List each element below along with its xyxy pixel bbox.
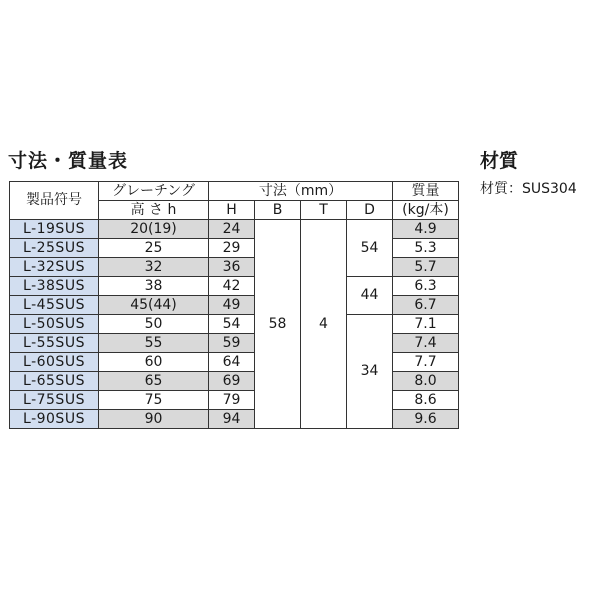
cell-height: 50	[99, 315, 209, 334]
header-mass-unit: (kg/本)	[393, 201, 459, 220]
cell-mass: 7.7	[393, 353, 459, 372]
header-H: H	[209, 201, 255, 220]
cell-T: 4	[301, 220, 347, 429]
cell-mass: 8.6	[393, 391, 459, 410]
cell-code: L-38SUS	[10, 277, 99, 296]
cell-height: 38	[99, 277, 209, 296]
cell-mass: 6.3	[393, 277, 459, 296]
page-title: 寸法・質量表	[8, 150, 129, 172]
cell-mass: 4.9	[393, 220, 459, 239]
cell-code: L-65SUS	[10, 372, 99, 391]
header-dimensions: 寸法（mm）	[209, 182, 393, 201]
cell-code: L-60SUS	[10, 353, 99, 372]
material-title: 材質	[480, 150, 519, 172]
spec-table	[9, 181, 459, 429]
cell-H: 59	[209, 334, 255, 353]
cell-height: 32	[99, 258, 209, 277]
header-code: 製品符号	[10, 182, 99, 220]
cell-height: 90	[99, 410, 209, 429]
header-mass: 質量	[393, 182, 459, 201]
cell-D-group-3: 34	[347, 315, 393, 429]
cell-code: L-50SUS	[10, 315, 99, 334]
header-T: T	[301, 201, 347, 220]
header-grating: グレーチング	[99, 182, 209, 201]
cell-code: L-32SUS	[10, 258, 99, 277]
cell-height: 60	[99, 353, 209, 372]
cell-height: 25	[99, 239, 209, 258]
cell-H: 94	[209, 410, 255, 429]
cell-H: 24	[209, 220, 255, 239]
cell-height: 20(19)	[99, 220, 209, 239]
cell-H: 64	[209, 353, 255, 372]
material-spec: 材質：SUS304	[480, 181, 577, 197]
cell-mass: 5.3	[393, 239, 459, 258]
cell-code: L-75SUS	[10, 391, 99, 410]
cell-H: 49	[209, 296, 255, 315]
cell-code: L-55SUS	[10, 334, 99, 353]
cell-H: 69	[209, 372, 255, 391]
cell-mass: 7.4	[393, 334, 459, 353]
cell-H: 54	[209, 315, 255, 334]
cell-code: L-45SUS	[10, 296, 99, 315]
cell-height: 65	[99, 372, 209, 391]
cell-mass: 7.1	[393, 315, 459, 334]
cell-mass: 6.7	[393, 296, 459, 315]
cell-H: 79	[209, 391, 255, 410]
cell-code: L-25SUS	[10, 239, 99, 258]
cell-code: L-90SUS	[10, 410, 99, 429]
header-D: D	[347, 201, 393, 220]
cell-D-group-2: 44	[347, 277, 393, 315]
cell-code: L-19SUS	[10, 220, 99, 239]
cell-height: 55	[99, 334, 209, 353]
cell-height: 45(44)	[99, 296, 209, 315]
cell-height: 75	[99, 391, 209, 410]
cell-mass: 9.6	[393, 410, 459, 429]
cell-H: 36	[209, 258, 255, 277]
cell-H: 42	[209, 277, 255, 296]
header-grating-height: 高 さ h	[99, 201, 209, 220]
cell-H: 29	[209, 239, 255, 258]
cell-D-group-1: 54	[347, 220, 393, 277]
cell-mass: 5.7	[393, 258, 459, 277]
header-B: B	[255, 201, 301, 220]
cell-mass: 8.0	[393, 372, 459, 391]
cell-B: 58	[255, 220, 301, 429]
